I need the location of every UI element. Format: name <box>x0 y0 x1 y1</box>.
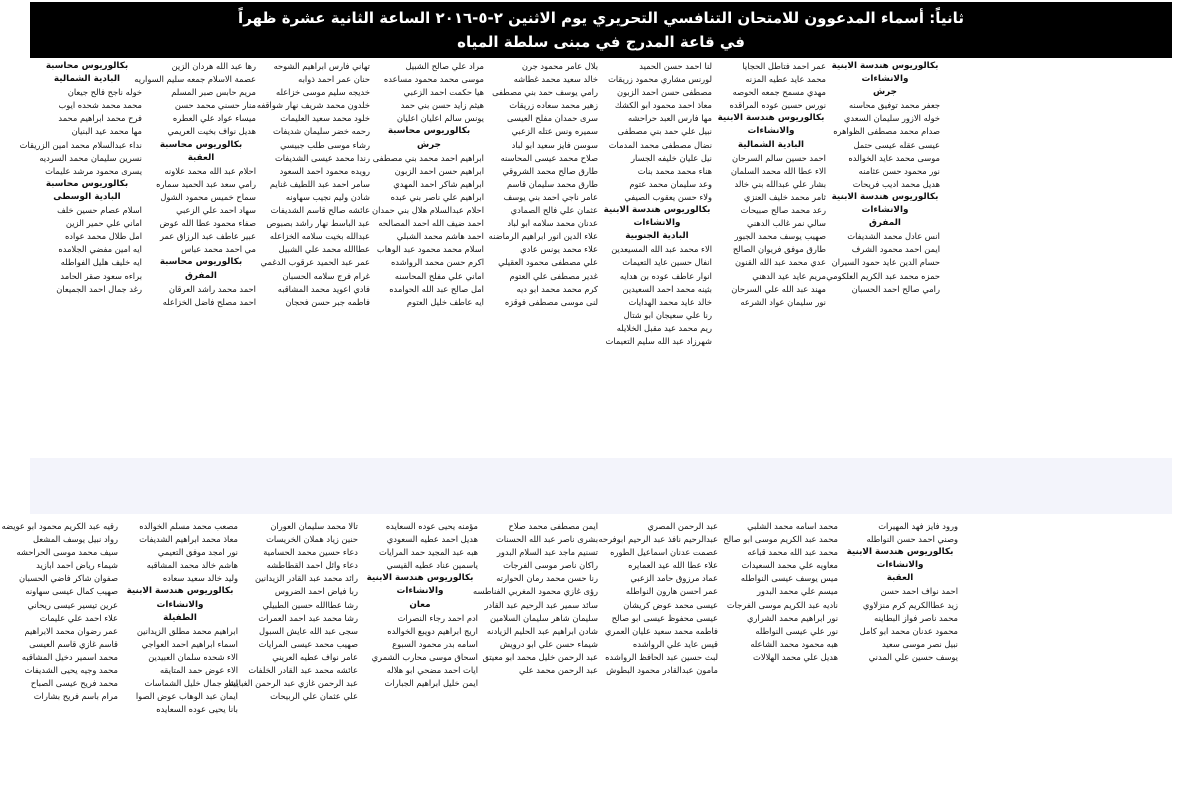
candidate-name: عيسى محفوظ عيسى ابو صالح <box>611 612 718 623</box>
section-heading: بكالوريوس هندسة الابنية <box>717 113 825 124</box>
section-heading: معان <box>409 599 431 610</box>
section-heading: المفرق <box>869 218 901 229</box>
section-heading: البادية الوسطى <box>53 191 121 202</box>
name-column <box>134 60 258 390</box>
name-column <box>714 60 828 390</box>
candidate-name: حنين زياد هملان الخريسات <box>266 534 358 545</box>
candidate-name: عبد الرحمن غازي عبد الرحمن الغبايشه <box>224 678 358 689</box>
candidate-name: بشار علي عبدالله بني خالد <box>734 178 826 189</box>
candidate-name: مامون عبدالقادر محمود البطوش <box>606 665 718 676</box>
section-heading: بكالوريوس هندسة الابنية <box>831 191 939 202</box>
candidate-name: منار حسني محمد حسن <box>174 100 256 111</box>
candidate-name: محمد عبد الكريم موسى ابو صالح <box>723 534 838 545</box>
name-column <box>372 60 486 390</box>
candidate-name: رنا حسن محمد رمان الحوارته <box>496 573 598 584</box>
candidate-name: محمد عبد الله محمد قباعه <box>747 547 838 558</box>
candidate-name: صهيب محمد عيسى المرايات <box>258 638 358 649</box>
candidate-name: امل صالح عبد الله الحوامده <box>389 283 484 294</box>
candidate-name: ابراهيم شاكر احمد المهدي <box>393 178 484 189</box>
candidate-name: عبد الرحمن خليل محمد ابو معيتق <box>482 651 598 662</box>
name-column <box>720 520 840 792</box>
candidate-name: هديل علي محمد الهلالات <box>753 651 838 662</box>
section-heading: والانشاءات <box>876 560 924 571</box>
candidate-name: الاء شحده سلمان العبيدين <box>148 651 238 662</box>
candidate-name: عبير عاطف عبد الرزاق عمر <box>159 231 256 242</box>
candidate-name: فاطمه جبر حسن فحجان <box>285 296 370 307</box>
candidate-name: عبد الرحمن المصري <box>647 521 718 531</box>
candidate-name: هيثم زايد حسن بني حمد <box>400 100 484 111</box>
candidate-name: ناديه عبد الكريم موسى الفرجات <box>726 599 838 610</box>
candidate-name: رحمه خضر سليمان شديفات <box>273 126 370 137</box>
candidate-name: سائد سمير عبد الرحيم عبد القادر <box>484 599 598 610</box>
section-heading: بكالوريوس محاسبة <box>45 178 129 189</box>
candidate-name: صهيب كمال عيسى سهاونه <box>25 586 118 597</box>
candidate-name: خوله الازور سليمان السعدي <box>843 113 940 124</box>
candidate-name: الاء عطا الله محمد السلمان <box>730 165 826 176</box>
candidate-name: نور امجد موفق التعيمي <box>157 547 238 558</box>
blank-header-band <box>30 458 1172 514</box>
candidate-name: علاء الدين انور ابراهيم الرماضنه <box>488 231 598 242</box>
candidate-name: حنان عمر احمد ذوابه <box>298 74 370 85</box>
candidate-name: ايمن مصطفى محمد صلاح <box>508 521 598 531</box>
candidate-name: امل طلال محمد عواده <box>64 231 142 242</box>
candidate-name: رشا عطاالله حسين الطبيلي <box>262 599 358 610</box>
candidate-name: مها فارس العبد حراحشه <box>627 113 712 124</box>
candidate-name: جعفر محمد توفيق محاسنه <box>849 100 940 111</box>
candidate-name: نور ابراهيم محمد الشراري <box>747 612 838 623</box>
candidate-name: خديجه سليم موسى خزاعله <box>276 87 370 98</box>
candidate-name: هناء محمد محمد بنات <box>637 165 712 176</box>
candidate-name: تالا محمد سليمان العوران <box>270 521 358 531</box>
candidate-name: رواد نبيل يوسف المشعل <box>33 534 118 545</box>
candidate-name: اريج ابراهيم دويبع الخوالده <box>387 625 478 636</box>
candidate-name: مريم عايد عيد الدهني <box>752 270 826 281</box>
candidate-name: علاء عطا الله عيد العمايره <box>628 560 718 571</box>
candidate-name: معاذ احمد محمود ابو الكشك <box>614 100 712 111</box>
candidate-name: سميره ونس عتله الزعبي <box>511 126 598 137</box>
candidate-name: صفاء محمود عطا الله عوض <box>159 218 256 229</box>
page-gap <box>0 416 1202 454</box>
candidate-name: غرام فرج سلامه الحسبان <box>282 270 370 281</box>
candidate-name: صفوان شاكر فاضي الحسبان <box>18 573 118 584</box>
name-column <box>120 520 240 792</box>
candidate-name: محمد اسمير دخيل المشاقبه <box>21 651 118 662</box>
candidate-name: اسلام عصام حسين خلف <box>57 205 142 216</box>
section-heading: بكالوريوس هندسة الابنية <box>126 586 234 597</box>
candidate-name: خلدون محمد شريف نهار شواقفه <box>256 100 370 111</box>
candidate-name: طارق موفق فريوان الصالح <box>732 244 826 255</box>
candidate-name: سهاد احمد علي الزعبي <box>176 205 256 216</box>
candidate-name: احمد محمد راشد العرقان <box>168 283 256 294</box>
candidate-name: عماد مرزوق حامد الزعبي <box>630 573 718 584</box>
candidate-name: ابراهيم احمد محمد بني مصطفى <box>372 152 484 163</box>
candidate-name: ايات احمد مضحي ابو هلاله <box>386 665 478 676</box>
candidate-name: نداء عبدالسلام محمد امين الزريقات <box>19 139 142 150</box>
candidate-name: براءه سعود صقر الحامد <box>60 270 142 281</box>
candidate-name: خوله ناجح فالح جيعان <box>67 87 142 98</box>
candidate-name: رنا علي سعيجان ابو شتال <box>623 309 712 320</box>
candidate-name: عمر رضوان محمد الابراهيم <box>24 625 118 636</box>
candidate-name: تسنيم ماجد عبد السلام البدور <box>496 547 598 558</box>
candidate-name: مراد علي صالح الشبيل <box>405 61 484 71</box>
candidate-name: انس عادل محمد الشديفات <box>847 231 940 242</box>
candidate-name: سجى عبد الله عايش السبول <box>258 625 358 636</box>
candidate-name: لنا احمد حسن الحميد <box>639 61 712 71</box>
candidate-name: معاويه علي محمد السعيدات <box>741 560 838 571</box>
candidate-name: رشا محمد عبد احمد العمرات <box>258 612 358 623</box>
title-line-1: ثانياً: أسماء المدعوون للامتحان التنافسي التحريري يوم الاثنين ٢-٥-٢٠١٦ الساعة الثانية عشرة ظهراً <box>238 9 964 27</box>
candidate-name: رشاء موسى طلب جبيسي <box>280 139 370 150</box>
candidate-name: رويده محمود احمد السعود <box>279 165 370 176</box>
candidate-name: يوسف حسين علي المدني <box>868 651 958 662</box>
candidate-name: صهيب يوسف محمد الجبور <box>734 231 826 242</box>
candidate-name: ميساء عواد علي العطره <box>172 113 256 124</box>
candidate-name: اماني علي حمير الزين <box>65 218 142 229</box>
candidate-name: ايه امين مفضي الجلامده <box>58 244 142 255</box>
candidate-name: هبه عبد المجيد حمد المرايات <box>379 547 478 558</box>
section-heading: بكالوريوس محاسبة <box>45 61 129 71</box>
candidate-name: عائشه محمد عبد القادر الخلفات <box>248 665 358 676</box>
section-heading: بكالوريوس هندسة الابنية <box>603 205 711 216</box>
section-heading: جرش <box>417 139 441 150</box>
candidate-name: سماح خميس محمود الشول <box>160 191 256 202</box>
candidate-name: مؤمنه يحيى عوده السعايده <box>385 521 478 531</box>
candidate-name: نور محمود حسن عثامنه <box>858 165 940 176</box>
candidate-name: صلاح محمد عيسى المحاسنه <box>500 152 598 163</box>
candidate-name: موسى محمد عايد الخوالده <box>848 152 940 163</box>
section-heading: بكالوريوس محاسبة <box>159 139 243 150</box>
candidate-name: هديل احمد عطيه السعودي <box>386 534 478 545</box>
candidate-name: عبدالله بخيت سلامه الخزاعله <box>269 231 370 242</box>
candidate-name: سليمان شاهر سليمان السلامين <box>489 612 598 623</box>
candidate-name: لورنس مشاري محمود زريقات <box>608 74 712 85</box>
candidate-name: عبد الباسط نهار راشد بصبوص <box>266 218 370 229</box>
candidate-name: غدير مصطفى علي العتوم <box>509 270 598 281</box>
candidate-name: عمر احسن هارون النواطله <box>625 586 718 597</box>
candidate-name: اماني علي مفلح المحاسنه <box>394 270 484 281</box>
candidate-name: ايثار جمال خليل الشماسات <box>144 678 238 689</box>
section-heading: العقبة <box>187 152 215 163</box>
candidate-name: بثينه محمد احمد السعيدين <box>622 283 712 294</box>
name-column <box>473 520 600 792</box>
candidate-name: محمد عايد عطيه المزنه <box>745 74 826 85</box>
candidate-name: نور سليمان عواد الشرعه <box>740 296 826 307</box>
candidate-name: الاء محمد عبد الله المسيعدين <box>611 244 712 255</box>
section-heading: المفرق <box>185 270 217 281</box>
candidate-name: عدي محمد عبد الله القنون <box>734 257 826 268</box>
name-columns-top <box>19 60 1172 390</box>
candidate-name: ورود فايز فهد المهيرات <box>878 521 958 531</box>
candidate-name: راكان ناصر موسى الفرجات <box>503 560 598 571</box>
section-heading: جرش <box>873 87 897 98</box>
candidate-name: بشرى ناصر عبد الله الحسنات <box>495 534 598 545</box>
candidate-name: شيماء رياض احمد ابازيد <box>36 560 118 571</box>
candidate-name: ياسمين عناد عطيه القيسي <box>386 560 478 571</box>
section-heading: والانشاءات <box>156 599 204 610</box>
candidate-name: عيسى محمد عوض كريشان <box>623 599 718 610</box>
candidate-name: احلام عبد الله محمد علاونه <box>164 165 256 176</box>
name-column <box>258 60 372 390</box>
candidate-name: تهاني فارس ابراهيم الشوحه <box>273 61 370 71</box>
name-column <box>19 60 144 390</box>
candidate-name: عامر نواف عطيه العريني <box>272 651 358 662</box>
candidate-name: لبث حسين عبد الحافظ الرواشده <box>605 651 718 662</box>
candidate-name: نور علي عيسى النواطله <box>755 625 838 636</box>
candidate-name: اسحاق موسى محارب الشمري <box>371 651 478 662</box>
candidate-name: مريم حابس صبر المسلم <box>171 87 256 98</box>
section-heading: بكالوريوس محاسبة <box>387 126 471 137</box>
candidate-name: محمود عدنان محمد ابو كامل <box>859 625 958 636</box>
candidate-name: ابراهيم محمد مطلق الزيدانين <box>136 625 238 636</box>
candidate-name: مصطفى حسن احمد الزبون <box>616 87 712 98</box>
name-columns-bottom <box>0 520 1202 792</box>
candidate-name: نيل عليان خليفه الجسار <box>631 152 712 163</box>
candidate-name: حسام الدين عايد حمود السيران <box>831 257 940 268</box>
name-column <box>224 520 360 792</box>
candidate-name: شادن وليم نجيب سهاونه <box>285 191 370 202</box>
candidate-name: علي عثمان علي الربيحات <box>270 691 358 702</box>
candidate-name: عبدالرحيم نافذ عبد الرحيم ابوفرحه <box>598 534 718 545</box>
candidate-name: طارق محمد سليمان قاسم <box>506 178 598 189</box>
candidate-name: نسرين سليمان محمد السرديه <box>39 152 142 163</box>
section-heading: بكالوريوس هندسة الابنية <box>831 61 939 71</box>
candidate-name: نضال مصطفى محمد المدمات <box>608 139 712 150</box>
section-heading: البادية الشمالية <box>53 74 121 85</box>
document-page-bottom <box>0 514 1202 790</box>
candidate-name: قيس عايد علي الرواشده <box>632 638 718 649</box>
section-heading: البادية الشمالية <box>737 139 805 150</box>
candidate-name: اسلام محمد محمود عبد الوهاب <box>376 244 484 255</box>
candidate-name: شهرزاد عبد الله سليم التعيمات <box>605 335 712 346</box>
candidate-name: عرين تيسير عيسى ريحاني <box>27 599 118 610</box>
candidate-name: رغد جمال احمد الجميعان <box>56 283 142 294</box>
candidate-name: رعد محمد صالح صبيحات <box>740 205 826 216</box>
candidate-name: زيد عطاالكريم كرم منزلاوي <box>862 599 958 610</box>
candidate-name: ايمان عبد الوهاب عوض الصوا <box>135 691 238 702</box>
candidate-name: وصني احمد حسن النواطله <box>866 534 958 545</box>
section-heading: بكالوريوس هندسة الابنية <box>366 573 474 584</box>
candidate-name: محمد اسامه محمد الشلبي <box>747 521 838 531</box>
section-heading: بكالوريوس محاسبة <box>159 257 243 268</box>
candidate-name: ابراهيم حسن احمد الزبون <box>394 165 484 176</box>
candidate-name: فرح محمد ابراهيم محمد <box>58 113 142 124</box>
candidate-name: ربا فياض احمد الضروس <box>274 586 358 597</box>
candidate-name: ادم احمد رجاء النصرات <box>397 612 478 623</box>
candidate-name: رامي صالح احمد الحسبان <box>851 283 940 294</box>
name-column <box>0 520 120 792</box>
candidate-name: عطاالله محمد علي الشبيل <box>278 244 370 255</box>
candidate-name: رها عبد الله هردان الزين <box>171 61 256 71</box>
candidate-name: رقيه عبد الكريم محمود ابو عويضه <box>1 521 118 531</box>
candidate-name: وعد سليمان محمد عتوم <box>629 178 712 189</box>
name-column <box>600 60 714 390</box>
candidate-name: موسى محمد محمود مساعده <box>383 74 484 85</box>
candidate-name: علاء احمد علي عليمات <box>39 612 118 623</box>
candidate-name: محمد وجيه يحيى الشديفات <box>24 665 118 676</box>
candidate-name: فاطمه محمد سعيد عليان العمري <box>604 625 718 636</box>
candidate-name: علاء محمد يونس عادي <box>520 244 598 255</box>
candidate-name: هديل محمد اديب فريحات <box>852 178 940 189</box>
candidate-name: نبيل علي حمد بني مصطفى <box>617 126 712 137</box>
section-heading: والانشاءات <box>861 74 909 85</box>
section-heading: والانشاءات <box>747 126 795 137</box>
candidate-name: ايمن خليل ابراهيم الجبارات <box>384 678 478 689</box>
candidate-name: عدنان محمد سلامه ابو لباد <box>507 218 598 229</box>
candidate-name: مصعب محمد مسلم الخوالده <box>139 521 238 531</box>
section-heading: والانشاءات <box>861 205 909 216</box>
candidate-name: علي مصطفى محمود العقيلي <box>498 257 598 268</box>
candidate-name: بانا يحيى عوده السعايده <box>156 704 238 715</box>
candidate-name: عامر ناجي احمد بني يوسف <box>503 191 598 202</box>
candidate-name: ابراهيم علي ناصر بني عبده <box>390 191 484 202</box>
candidate-name: مرام باسم فريح بشارات <box>33 691 118 702</box>
candidate-name: سرى حمدان مفلح العيسى <box>506 113 598 124</box>
name-column <box>600 520 720 792</box>
candidate-name: قاسم غازي قاسم العيسى <box>29 638 118 649</box>
candidate-name: عمر عبد الحميد عرقوب الدغمي <box>260 257 370 268</box>
candidate-name: عصمت عدنان اسماعيل الطوره <box>610 547 718 558</box>
candidate-name: بلال عامر محمود جرن <box>521 61 598 71</box>
candidate-name: هاشم خالد محمد المشاقبه <box>146 560 238 571</box>
candidate-name: نورس حسين عوده المراقده <box>729 100 826 111</box>
candidate-name: عمر احمد فتاطل الحجايا <box>742 61 826 71</box>
candidate-name: سالي نمر غالب الدهني <box>746 218 826 229</box>
candidate-name: اسامه بدر محمود السبوع <box>392 638 478 649</box>
candidate-name: اكرم حسن محمد الرواشده <box>390 257 484 268</box>
candidate-name: رامي يوسف حمد بني مصطفى <box>492 87 598 98</box>
candidate-name: رندا محمد عيسى الشديفات <box>274 152 370 163</box>
candidate-name: ايه عاطف خليل العتوم <box>406 296 484 307</box>
candidate-name: عبد الرحمن محمد علي <box>519 665 598 676</box>
section-heading: بكالوريوس هندسة الابنية <box>846 547 954 558</box>
section-heading: العقبة <box>886 573 914 584</box>
candidate-name: دعاء وائل احمد القطاطشه <box>266 560 358 571</box>
candidate-name: شادن ابراهيم عبد الحليم الزيادنه <box>486 625 598 636</box>
candidate-name: زهير محمد سعاده زريقات <box>509 100 598 111</box>
candidate-name: معاذ محمد ابراهيم الشديفات <box>139 534 238 545</box>
candidate-name: سامر احمد عبد اللطيف غنايم <box>269 178 370 189</box>
candidate-name: احمد حسين سالم السرحان <box>732 152 826 163</box>
candidate-name: ايمن احمد محمود الشرف <box>851 244 940 255</box>
candidate-name: سيف محمد موسى الحراحشه <box>16 547 118 558</box>
candidate-name: دعاء حسين محمد الحسامية <box>263 547 358 558</box>
candidate-name: وليد خالد سعيد سعاده <box>162 573 238 584</box>
candidate-name: محمد محمد شحده ايوب <box>58 100 142 111</box>
candidate-name: يسرى محمود مرشد عليمات <box>45 165 142 176</box>
candidate-name: هبه محمود محمد الشاعله <box>750 638 838 649</box>
candidate-name: ميسم علي محمد البدور <box>756 586 838 597</box>
candidate-name: عائشه صالح قاسم الشديفات <box>270 205 370 216</box>
candidate-name: اسماء ابراهيم احمد العواجي <box>141 638 238 649</box>
candidate-name: خالد سعيد محمد غطاشه <box>513 74 598 85</box>
candidate-name: الاء عوض حمد المتايقه <box>159 665 238 676</box>
candidate-name: احمد ضيف الله احمد المصالحه <box>378 218 484 229</box>
candidate-name: رائد محمد عبد القادر الزيدانين <box>254 573 358 584</box>
candidate-name: خلود محمد سعيد العليمات <box>280 113 370 124</box>
candidate-name: سوسن فايز سعيد ابو لباد <box>511 139 598 150</box>
candidate-name: محمد ناصر فواز البطاينه <box>874 612 958 623</box>
candidate-name: نبيل نصر موسى سعيد <box>881 638 958 649</box>
candidate-name: احمد مصلح فاضل الخزاعله <box>162 296 256 307</box>
candidate-name: رامي سعد عبد الحميد سماره <box>156 178 256 189</box>
candidate-name: احلام عبدالسلام هلال بني حمدان <box>372 205 484 216</box>
candidate-name: انفال حسين عايد التعيمات <box>622 257 712 268</box>
candidate-name: عثمان علي فالح الصمادي <box>510 205 598 216</box>
candidate-name: مهدي مسمح جمعه الحوصه <box>732 87 826 98</box>
candidate-name: مي احمد محمد عباس <box>181 244 256 255</box>
candidate-name: شيماء حسن علي ابو درويش <box>499 638 598 649</box>
candidate-name: خالد عايد محمد الهدايات <box>628 296 712 307</box>
candidate-name: ثامر محمد خليف العنزي <box>743 191 826 202</box>
candidate-name: رؤى غازي محمود المغربي الفناطسه <box>473 586 598 597</box>
section-heading: البادية الجنوبية <box>625 231 689 242</box>
candidate-name: فادي اعويد محمد المشاقبه <box>277 283 370 294</box>
candidate-name: صدام محمد مصطفى الظواهره <box>833 126 940 137</box>
candidate-name: احمد نواف احمد حسن <box>880 586 958 597</box>
candidate-name: هديل نواف بخيت العريمي <box>167 126 256 137</box>
section-heading: والانشاءات <box>633 218 681 229</box>
title-banner <box>30 2 1172 58</box>
candidate-name: احمد هاشم محمد الشبلي <box>396 231 484 242</box>
candidate-name: عصمة الاسلام جمعه سليم السواريه <box>134 74 256 85</box>
candidate-name: ميس يوسف عيسى النواطله <box>740 573 838 584</box>
candidate-name: طارق صالح محمد الشروقي <box>502 165 598 176</box>
name-column <box>486 60 600 390</box>
section-heading: الطفيلة <box>163 612 197 623</box>
candidate-name: كرم محمد محمد ابو ديه <box>516 283 598 294</box>
candidate-name: ريم محمد عيد مقبل الخلايله <box>616 322 712 333</box>
candidate-name: مها محمد عيد البنيان <box>71 126 142 137</box>
section-heading: والانشاءات <box>396 586 444 597</box>
candidate-name: حمزه محمد عبد الكريم العلكومي <box>826 270 940 281</box>
candidate-name: عيسى عقله عيسى حتمل <box>853 139 940 150</box>
name-column <box>828 60 942 390</box>
candidate-name: انوار عاطف عوده بن هدايه <box>619 270 712 281</box>
candidate-name: لنى موسى مصطفى فوقزه <box>504 296 598 307</box>
title-line-2: في قاعة المدرج في مبنى سلطة المياه <box>457 33 745 51</box>
candidate-name: ولاء حسن يعقوب الصيفي <box>624 191 712 202</box>
candidate-name: مهند عبد الله علي السرحان <box>731 283 826 294</box>
name-column <box>360 520 480 792</box>
candidate-name: ايه خليف هليل الفواطله <box>60 257 142 268</box>
candidate-name: يونس سالم اعليان اعليان <box>396 113 484 124</box>
candidate-name: محمد فريح عيسى الصباح <box>30 678 118 689</box>
name-column <box>840 520 960 792</box>
candidate-name: هيا حكمت احمد الزعبي <box>403 87 484 98</box>
